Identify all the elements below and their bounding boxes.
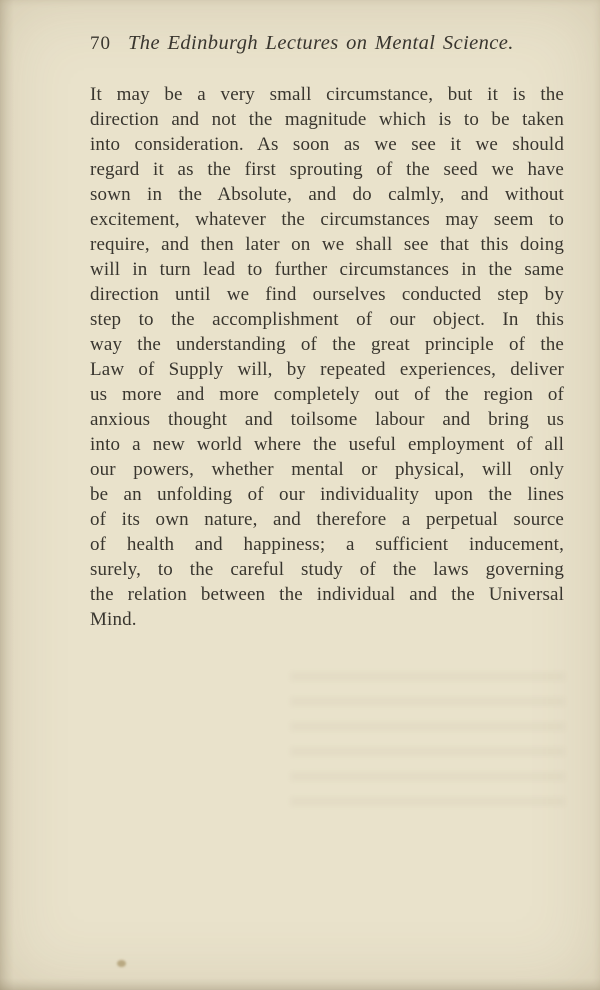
text-line: require, and then later on we shall see that this doing (90, 234, 564, 255)
running-header-title: The Edinburgh Lectures on Mental Science. (128, 32, 514, 54)
text-line: step to the accomplishment of our object. In this (90, 309, 564, 330)
text-line: regard it as the first sprouting of the seed we have (90, 159, 564, 180)
page-number: 70 (90, 33, 111, 54)
text-line: It may be a very small circumstance, but it is the (90, 84, 564, 105)
text-line: us more and more completely out of the region of (90, 384, 564, 405)
text-line: of health and happiness; a sufficient inducement, (90, 534, 564, 555)
text-line: sown in the Absolute, and do calmly, and without (90, 184, 564, 205)
text-line: our powers, whether mental or physical, will only (90, 459, 564, 480)
body-paragraph (90, 82, 564, 632)
ink-speck (117, 960, 126, 967)
reverse-side-showthrough (290, 672, 565, 812)
text-line: direction until we find ourselves conducted step by (90, 284, 564, 305)
page-edge-shadow-bottom (0, 978, 600, 990)
text-line: the relation between the individual and the Universal (90, 584, 564, 605)
text-line: anxious thought and toilsome labour and bring us (90, 409, 564, 430)
text-line: Mind. (90, 609, 137, 630)
text-line: way the understanding of the great principle of the (90, 334, 564, 355)
text-line: be an unfolding of our individuality upon the lines (90, 484, 564, 505)
text-line: excitement, whatever the circumstances may seem to (90, 209, 564, 230)
text-line: surely, to the careful study of the laws governing (90, 559, 564, 580)
text-line: into consideration. As soon as we see it we should (90, 134, 564, 155)
running-header (90, 32, 564, 55)
text-line: of its own nature, and therefore a perpetual source (90, 509, 564, 530)
text-line: into a new world where the useful employment of all (90, 434, 564, 455)
text-line: will in turn lead to further circumstances in the same (90, 259, 564, 280)
text-line: direction and not the magnitude which is to be taken (90, 109, 564, 130)
text-line: Law of Supply will, by repeated experiences, deliver (90, 359, 564, 380)
